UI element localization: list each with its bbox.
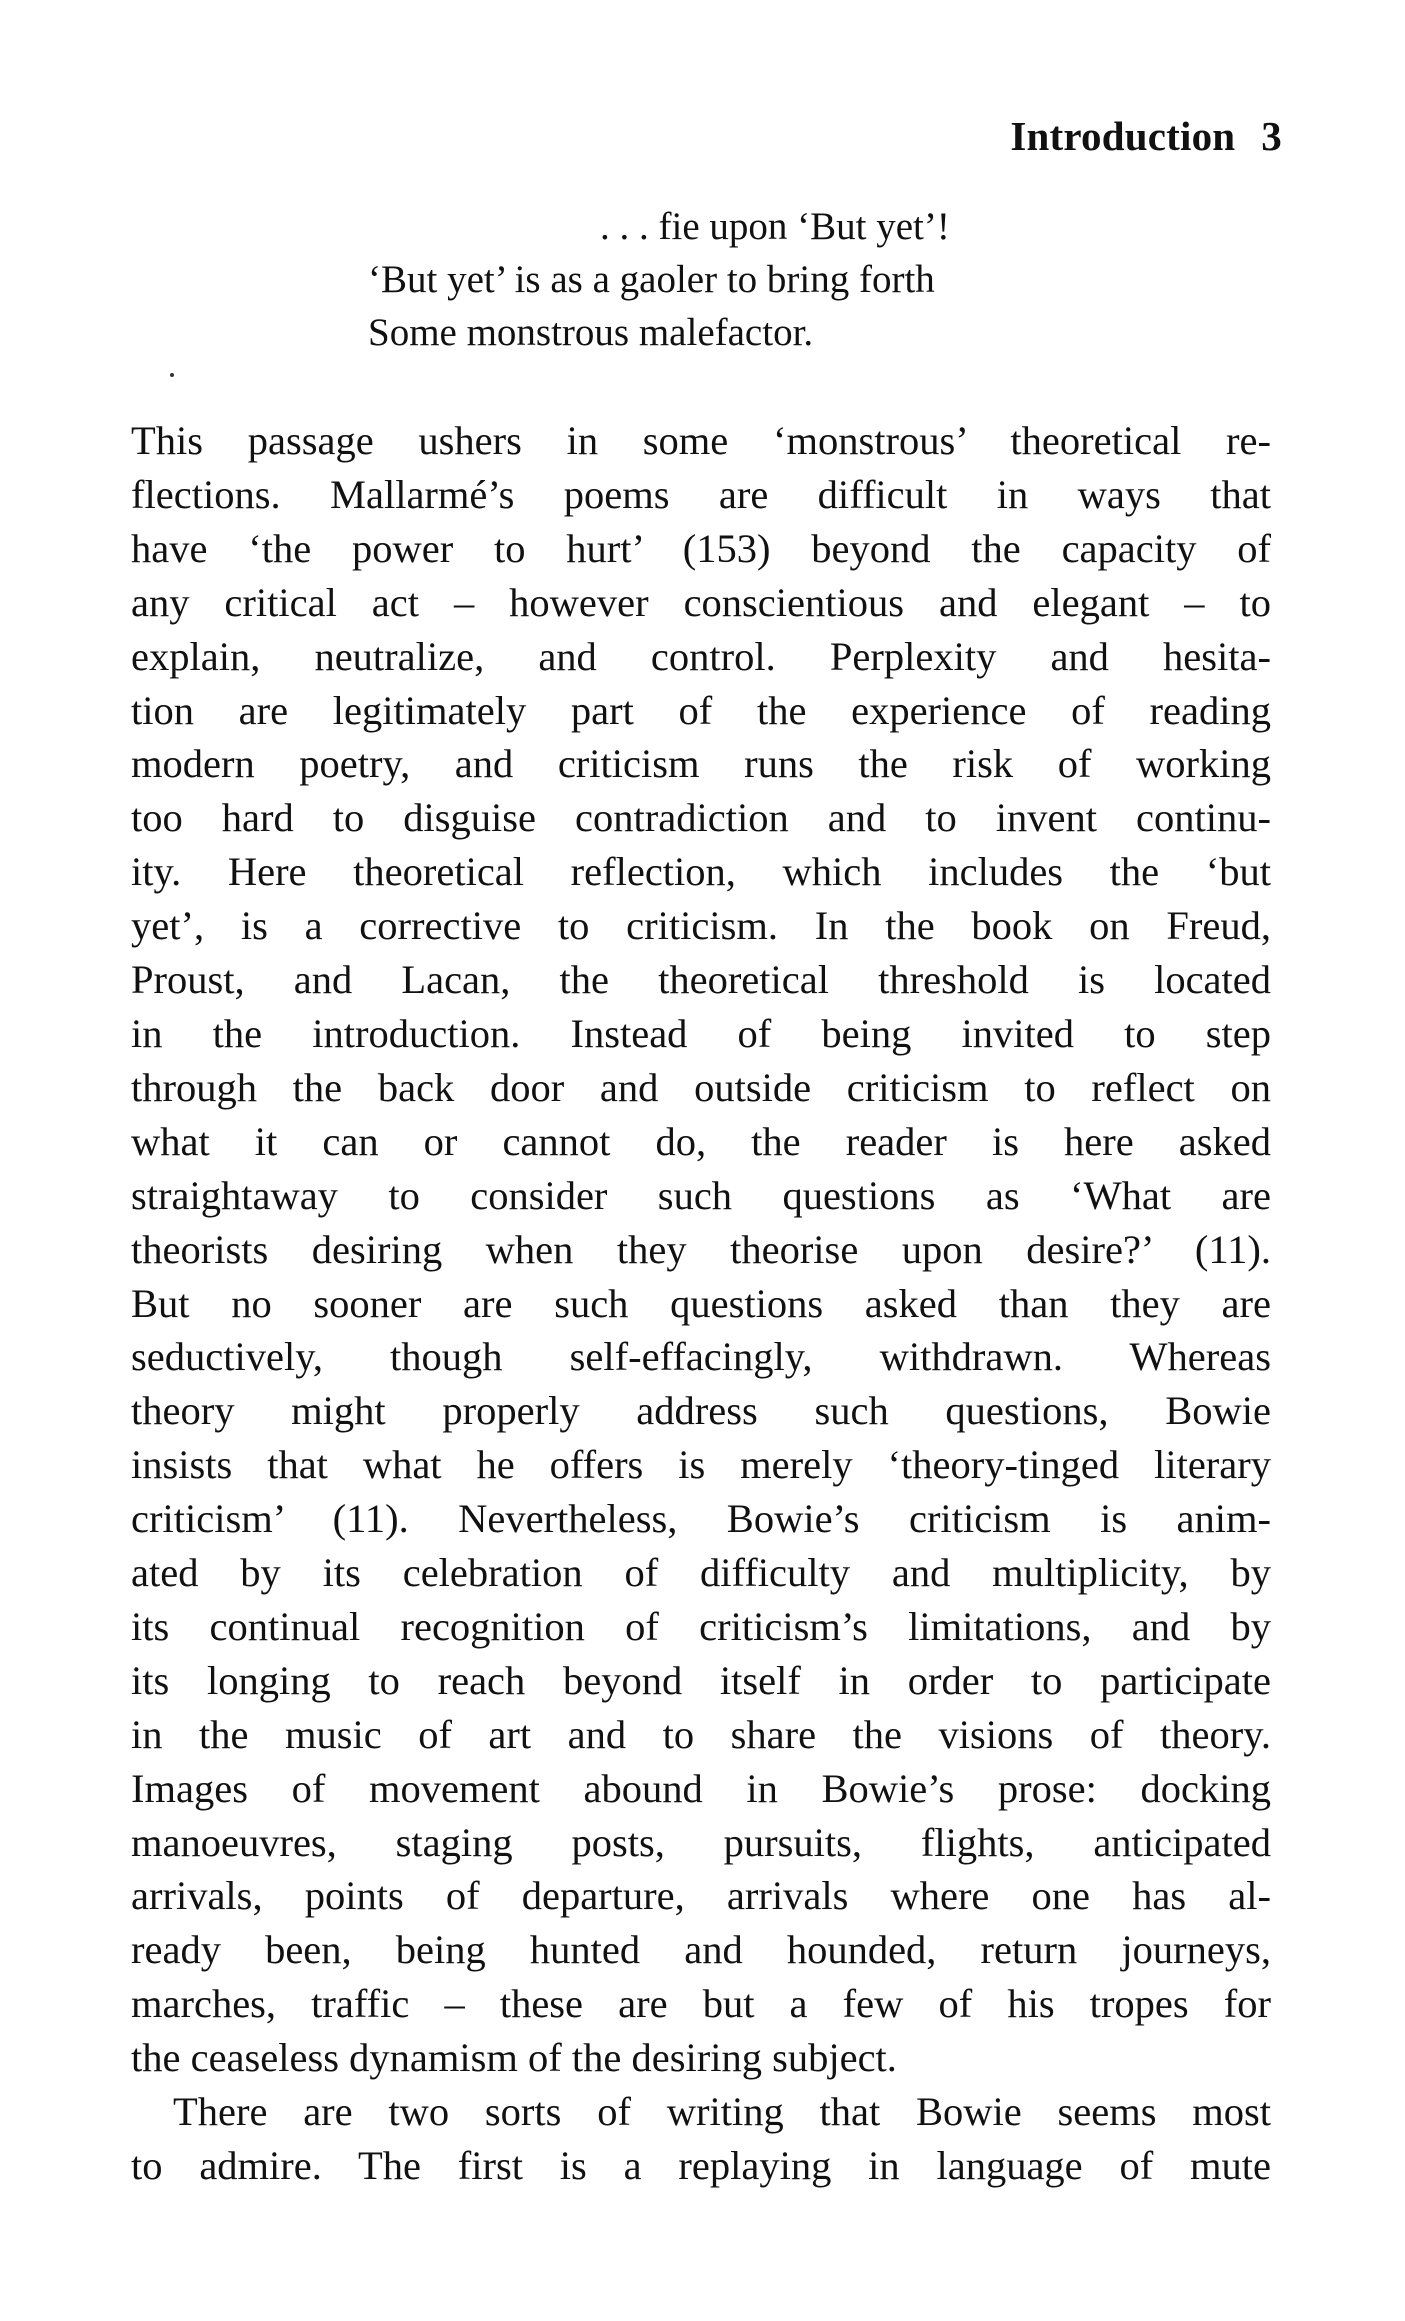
text-line: straightaway to consider such questions as ‘What are — [131, 1172, 1271, 1218]
text-line: ity. Here theoretical reflection, which includes the ‘but — [131, 849, 1271, 895]
text-line: arrivals, points of departure, arrivals where one has al- — [131, 1873, 1271, 1919]
text-line: what it can or cannot do, the reader is here asked — [131, 1118, 1271, 1164]
text-line: the ceaseless dynamism of the desiring subject. — [131, 2035, 897, 2081]
text-line: seductively, though self-effacingly, withdrawn. Whereas — [131, 1334, 1271, 1380]
text-line: ated by its celebration of difficulty and multiplicity, by — [131, 1550, 1271, 1596]
text-line: its longing to reach beyond itself in order to participate — [131, 1657, 1271, 1703]
body-text — [131, 414, 1271, 2193]
text-line: in the introduction. Instead of being invited to step — [131, 1010, 1271, 1056]
epigraph-line: . . . fie upon ‘But yet’! — [600, 205, 950, 248]
paragraph — [131, 414, 1271, 2085]
text-line: any critical act – however conscientious and elegant – to — [131, 579, 1271, 625]
page-number: 3 — [1261, 113, 1282, 159]
text-line: flections. Mallarmé’s poems are difficult in ways that — [131, 471, 1271, 517]
text-line: tion are legitimately part of the experience of reading — [131, 687, 1271, 733]
text-line: marches, traffic – these are but a few of his tropes for — [131, 1981, 1271, 2027]
text-line: theory might properly address such questions, Bowie — [131, 1388, 1271, 1434]
text-line: This passage ushers in some ‘monstrous’ theoretical re- — [131, 418, 1271, 463]
running-head-title: Introduction — [1010, 113, 1236, 159]
text-line: But no sooner are such questions asked than they are — [131, 1280, 1271, 1326]
text-line: explain, neutralize, and control. Perplexity and hesita- — [131, 633, 1271, 679]
text-line: its continual recognition of criticism’s limitations, and by — [131, 1603, 1271, 1649]
text-line: too hard to disguise contradiction and to invent continu- — [131, 795, 1271, 841]
running-head — [1010, 112, 1282, 160]
paragraph — [131, 2085, 1271, 2193]
text-line: through the back door and outside criticism to reflect on — [131, 1064, 1271, 1110]
text-line: in the music of art and to share the visions of theory. — [131, 1711, 1271, 1757]
text-line: Images of movement abound in Bowie’s prose: docking — [131, 1765, 1271, 1811]
text-line: criticism’ (11). Nevertheless, Bowie’s criticism is anim- — [131, 1496, 1271, 1542]
text-line: There are two sorts of writing that Bowie seems most — [173, 2089, 1271, 2135]
print-speck — [170, 373, 174, 377]
text-line: to admire. The first is a replaying in language of mute — [131, 2143, 1271, 2188]
text-line: Proust, and Lacan, the theoretical threshold is located — [131, 957, 1271, 1003]
text-line: yet’, is a corrective to criticism. In the book on Freud, — [131, 903, 1271, 949]
text-line: modern poetry, and criticism runs the risk of working — [131, 741, 1271, 787]
text-line: have ‘the power to hurt’ (153) beyond the capacity of — [131, 525, 1271, 571]
text-line: insists that what he offers is merely ‘theory-tinged literary — [131, 1442, 1271, 1488]
epigraph-line: ‘But yet’ is as a gaoler to bring forth — [368, 258, 935, 301]
text-line: ready been, being hunted and hounded, return journeys, — [131, 1927, 1271, 1973]
text-line: theorists desiring when they theorise upon desire?’ (11). — [131, 1226, 1271, 1272]
text-line: manoeuvres, staging posts, pursuits, flights, anticipated — [131, 1819, 1271, 1865]
epigraph-line: Some monstrous malefactor. — [368, 311, 814, 354]
